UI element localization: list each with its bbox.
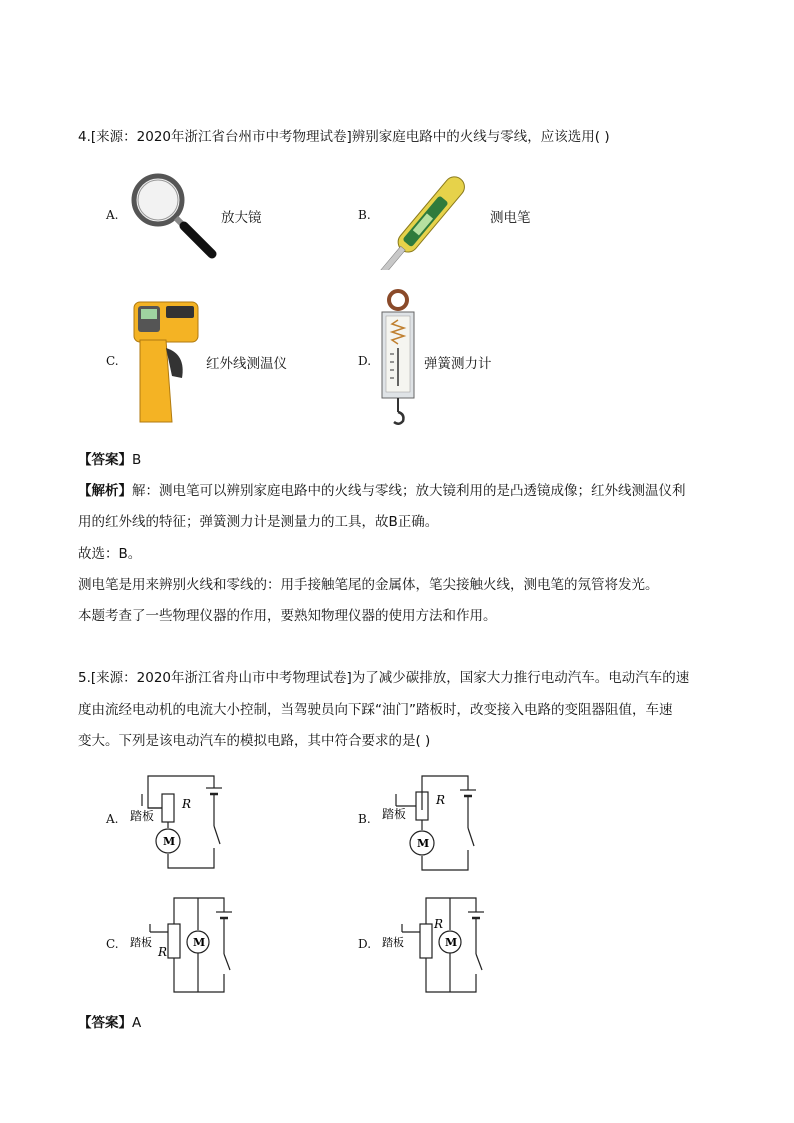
circuit-diagram-d xyxy=(382,888,488,998)
q4-option-d-letter: D. xyxy=(358,354,372,368)
answer-tag: 【答案】 xyxy=(78,452,132,468)
pedal-label: 踏板 xyxy=(130,809,155,823)
pedal-label: 踏板 xyxy=(130,936,152,949)
q5-option-c-letter: C. xyxy=(106,937,119,951)
circuit-diagram-c xyxy=(130,888,236,998)
magnifier-icon xyxy=(128,170,220,262)
q4-analysis-line2: 用的红外线的特征；弹簧测力计是测量力的工具，故B正确。 xyxy=(78,514,439,530)
q5-option-b-letter: B. xyxy=(358,812,371,826)
motor-label: M xyxy=(417,837,430,850)
answer-value: B xyxy=(132,452,142,468)
resistor-label: R xyxy=(182,797,192,811)
circuit-diagram-b xyxy=(382,766,482,876)
q5-stem-line1: 5.[来源：2020年浙江省舟山市中考物理试卷]为了减少碳排放，国家大力推行电动汽车。电动汽车的速 xyxy=(78,670,690,686)
motor-label: M xyxy=(163,835,176,848)
q4-note1: 测电笔是用来辨别火线和零线的：用手接触笔尾的金属体，笔尖接触火线，测电笔的氖管将发光。 xyxy=(78,577,659,593)
q4-option-b-text: 测电笔 xyxy=(490,210,531,226)
resistor-label: R xyxy=(158,945,168,959)
analysis-tag: 【解析】 xyxy=(78,483,132,499)
resistor-label: R xyxy=(436,793,446,807)
q5-stem-line2: 度由流经电动机的电流大小控制，当驾驶员向下踩“油门”踏板时，改变接入电路的变阻器阻值，车速 xyxy=(78,702,673,718)
q4-option-a-letter: A. xyxy=(106,208,119,222)
resistor-label: R xyxy=(434,917,444,931)
pedal-label: 踏板 xyxy=(382,936,404,949)
infrared-thermometer-icon xyxy=(126,296,206,428)
q5-answer xyxy=(78,1013,141,1033)
q4-option-c-letter: C. xyxy=(106,354,119,368)
spring-scale-icon xyxy=(378,288,418,430)
q4-note2: 本题考查了一些物理仪器的作用，要熟知物理仪器的使用方法和作用。 xyxy=(78,608,497,624)
q4-analysis-line1 xyxy=(78,481,686,501)
motor-label: M xyxy=(193,936,206,949)
q5-option-a-letter: A. xyxy=(106,812,119,826)
q4-choose: 故选：B。 xyxy=(78,546,142,562)
pedal-label: 踏板 xyxy=(382,807,407,821)
q4-stem: 4.[来源：2020年浙江省台州市中考物理试卷]辨别家庭电路中的火线与零线，应该选用( ) xyxy=(78,129,610,145)
analysis-text: 解：测电笔可以辨别家庭电路中的火线与零线；放大镜利用的是凸透镜成像；红外线测温仪利 xyxy=(132,483,686,499)
q4-option-a-text: 放大镜 xyxy=(221,210,262,226)
q4-option-d-text: 弹簧测力计 xyxy=(424,356,492,372)
q4-answer xyxy=(78,450,141,470)
motor-label: M xyxy=(445,936,458,949)
q5-stem-line3: 变大。下列是该电动汽车的模拟电路，其中符合要求的是( ) xyxy=(78,733,431,749)
q4-option-b-letter: B. xyxy=(358,208,371,222)
answer-value: A xyxy=(132,1015,142,1031)
circuit-diagram-a xyxy=(128,764,228,876)
test-pen-icon xyxy=(374,162,486,270)
q5-option-d-letter: D. xyxy=(358,937,372,951)
q4-option-c-text: 红外线测温仪 xyxy=(206,356,287,372)
answer-tag: 【答案】 xyxy=(78,1015,132,1031)
